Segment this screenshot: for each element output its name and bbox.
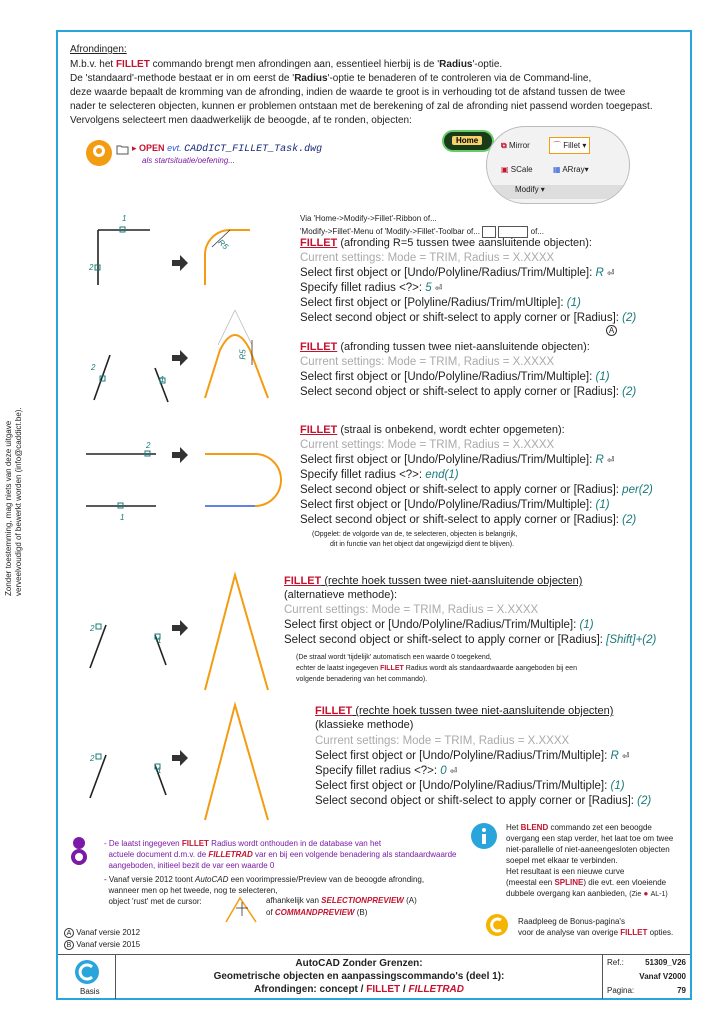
legend-b: B Vanaf versie 2015 xyxy=(64,940,140,950)
open-task[interactable]: ▸ OPEN evt. CADdICT_FILLET_Task.dwg xyxy=(132,143,323,155)
s4-heading: FILLET (rechte hoek tussen twee niet-aansluitende objecten) xyxy=(284,575,583,587)
s4-commands: Current settings: Mode = TRIM, Radius = X.XXXX Select first object or [Undo/Polyline/Radius/Trim/Multiple]: (1) Select second object or shift-select to apply corner or [Radius]: [Shift]+(2) xyxy=(284,604,657,646)
s3-note-2: dit in functie van het object dat ongewijzigd dient te blijven). xyxy=(330,541,515,548)
s1-drawing xyxy=(80,215,310,325)
s1-commands: Current settings: Mode = TRIM, Radius = X.XXXX Select first object or [Undo/Polyline/Radius/Trim/Multiple]: R ⏎ Specify fillet radius <?>: 5 ⏎ Select first object or [Polyline/Radius/Trim/mUltiple]: (1) Select second object or shift-select to apply corner or [Radius]: (2) xyxy=(300,252,637,324)
s5-commands: Current settings: Mode = TRIM, Radius = X.XXXX Select first object or [Undo/Polyline/Radius/Trim/Multiple]: R ⏎ Specify fillet radius <?>: 0 ⏎ Select first object or [Undo/Polyline/Radius/Trim/Multiple]: (1) Select second object or shift-select to apply corner or [Radius]: (2) xyxy=(315,735,652,807)
note-blend: Het BLEND commando zet een beoogde overgang een stap verder, het laat toe om twee niet-parallelle of niet-aaneengesloten objecten soepel met elkaar te verbinden. Het resultaat is een nieuwe curve (meestal een SPLINE) die evt. een vloeiende dubbele overgang kan aanbieden, (Zie ● AL-1) xyxy=(506,823,674,898)
s5-subheading: (klassieke methode) xyxy=(315,719,414,731)
ribbon-scale[interactable]: ▣ SCale xyxy=(501,165,533,174)
s4-note: (De straal wordt 'tijdelijk' automatisch een waarde 0 toegekend, echter de laatst ingegeven FILLET Radius wordt als standaardwaarde aangeboden bij een volgende benadering van het commando). xyxy=(296,654,577,683)
s4-drawing xyxy=(80,570,280,700)
bonus-icon xyxy=(484,912,510,938)
copyright-sidenote: Zonder toestemming, mag niets van deze uitgave verveelvoudigd of bewerkt worden (info@caddict.be). xyxy=(4,407,23,596)
open-note: als startsituatie/oefening... xyxy=(142,156,235,165)
s5-drawing xyxy=(80,700,280,830)
ribbon-modify-panel xyxy=(486,126,630,204)
note-commandpreview: of COMMANDPREVIEW (B) xyxy=(266,908,368,917)
ribbon-mirror[interactable]: ⧉ Mirror xyxy=(501,141,530,150)
info-icon xyxy=(470,822,498,850)
tip-person-icon xyxy=(68,836,90,866)
note-selectionpreview: afhankelijk van SELECTIONPREVIEW (A) xyxy=(266,896,417,905)
caddict-logo-icon xyxy=(74,959,100,985)
ribbon-array[interactable]: ▦ ARray▾ xyxy=(553,165,589,174)
ribbon-home-tab[interactable]: Home xyxy=(442,130,494,152)
footer xyxy=(58,954,690,998)
s4-subheading: (alternatieve methode): xyxy=(284,589,398,601)
s3-heading: FILLET (straal is onbekend, wordt echter opgemeten): xyxy=(300,424,565,436)
footer-title: AutoCAD Zonder Grenzen: Geometrische objecten en aanpassingscommando's (deel 1): Afrondingen: concept / FILLET / FILLETRAD xyxy=(213,958,505,995)
via-line-1: Via 'Home->Modify->Fillet'-Ribbon of... xyxy=(300,214,437,223)
footer-ref: Ref.: 51309_V26 Vanaf V2000 Pagina: 79 xyxy=(602,955,690,999)
s3-drawing xyxy=(80,440,310,530)
folder-open-icon[interactable] xyxy=(116,144,130,155)
s3-commands: Current settings: Mode = TRIM, Radius = X.XXXX Select first object or [Undo/Polyline/Radius/Trim/Multiple]: R ⏎ Specify fillet radius <?>: end(1) Select second object or shift-select to apply corner or [Radius]: per(2) Select first object or [Undo/Polyline/Radius/Trim/Multiple]: (1) Select second object or shift-select to apply corner or [Radius]: (2) xyxy=(300,439,653,526)
s5-heading: FILLET (rechte hoek tussen twee niet-aansluitende objecten) xyxy=(315,705,614,717)
preview-cursor-icon xyxy=(222,894,262,924)
intro-title: Afrondingen: xyxy=(70,44,127,55)
via-line-2: 'Modify->Fillet'-Menu of 'Modify->Fillet'-Toolbar of... of... xyxy=(300,227,544,237)
s2-drawing xyxy=(80,310,310,410)
intro-text: M.b.v. het FILLET commando brengt men afrondingen aan, essentieel hierbij is de 'Radius'-optie. De 'standaard'-methode bestaat er in om eerst de 'Radius'-optie te benaderen of te controleren via de Command-line, deze waarde bepaalt de kromming van de afronding, indien de waarde te groot is in verhouding tot de afstand tussen de twee nader te selecteren objecten, kunnen er problemen ontstaan met de berekening of zal de afronding niet passend worden toegepast. Vervolgens selecteert men daadwerkelijk de beoogde, af te ronden, objecten: xyxy=(70,59,653,126)
s2-heading: FILLET (afronding tussen twee niet-aansluitende objecten): xyxy=(300,341,590,353)
note-filletrad: - De laatst ingegeven FILLET Radius wordt onthouden in de database van het actuele document d.m.v. de FILLETRAD var en bij een volgende benadering als standaardwaarde aangeboden, initieel bezit de var een waarde 0 - Vanaf versie 2012 toont AutoCAD een voorimpressie/Preview van de beoogde afronding, wanneer men op het tweede, nog te selecteren, object 'rust' met de cursor: xyxy=(104,839,457,906)
s1-mark-a: A xyxy=(606,325,617,336)
s3-note-1: (Opgelet: de volgorde van de, te selecteren, objecten is belangrijk, xyxy=(312,531,518,538)
legend-a: A Vanaf versie 2012 xyxy=(64,928,140,938)
ribbon-fillet[interactable]: ⌒ Fillet ▾ xyxy=(549,137,590,154)
s1-heading: FILLET (afronding R=5 tussen twee aansluitende objecten): xyxy=(300,237,592,249)
footer-logo: Basis xyxy=(58,955,116,999)
s2-commands: Current settings: Mode = TRIM, Radius = X.XXXX Select first object or [Undo/Polyline/Radius/Trim/Multiple]: (1) Select second object or shift-select to apply corner or [Radius]: (2) xyxy=(300,356,637,398)
ribbon-modify-label[interactable]: Modify ▾ xyxy=(487,185,630,199)
note-bonus: Raadpleeg de Bonus-pagina's voor de analyse van overige FILLET opties. xyxy=(518,917,674,937)
head-gear-icon xyxy=(84,138,114,168)
